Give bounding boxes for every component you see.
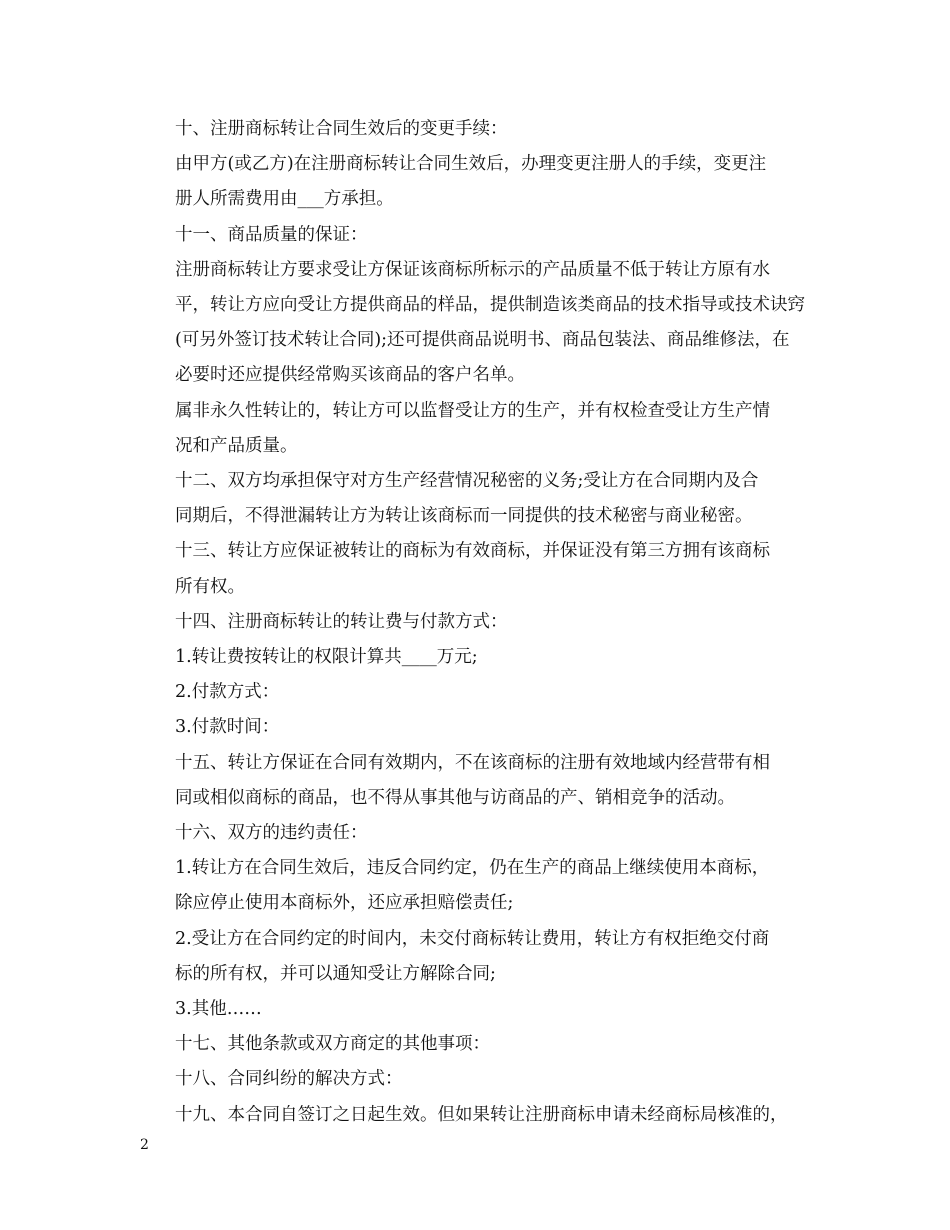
- paragraph-section-10-content: [140, 147, 816, 217]
- text-line: 1.转让费按转让的权限计算共____万元;: [175, 647, 478, 668]
- text-line: 十八、合同纠纷的解决方式：: [175, 1069, 403, 1090]
- paragraph-section-14-title: [140, 605, 816, 640]
- paragraph-section-14-item-1: [140, 640, 816, 675]
- text-line: 由甲方(或乙方)在注册商标转让合同生效后，办理变更注册人的手续，变更注: [175, 154, 767, 175]
- paragraph-section-16-item-1: [140, 851, 816, 921]
- text-line: 3.其他……: [175, 999, 262, 1020]
- paragraph-section-15: [140, 746, 816, 816]
- text-line: 2.受让方在合同约定的时间内，未交付商标转让费用，转让方有权拒绝交付商: [175, 928, 770, 949]
- text-line: 必要时还应提供经常购买该商品的客户名单。: [175, 365, 525, 386]
- text-line: 同期后，不得泄漏转让方为转让该商标而一同提供的技术秘密与商业秘密。: [175, 506, 753, 527]
- text-line: 十一、商品质量的保证：: [175, 224, 368, 245]
- text-line: 况和产品质量。: [175, 435, 298, 456]
- paragraph-section-16-title: [140, 816, 816, 851]
- text-line: 所有权。: [175, 576, 245, 597]
- text-line: 除应停止使用本商标外，还应承担赔偿责任;: [175, 893, 514, 914]
- text-line: (可另外签订技术转让合同);还可提供商品说明书、商品包装法、商品维修法，在: [175, 330, 790, 351]
- text-line: 十二、双方均承担保守对方生产经营情况秘密的义务;受让方在合同期内及合: [175, 471, 759, 492]
- text-line: 3.付款时间：: [175, 717, 280, 738]
- text-line: 平，转让方应向受让方提供商品的样品，提供制造该类商品的技术指导或技术诀窍: [175, 295, 805, 316]
- text-line: 十五、转让方保证在合同有效期内，不在该商标的注册有效地域内经营带有相: [175, 752, 770, 773]
- text-line: 注册商标转让方要求受让方保证该商标所标示的产品质量不低于转让方原有水: [175, 259, 770, 280]
- text-line: 十七、其他条款或双方商定的其他事项：: [175, 1034, 490, 1055]
- text-line: 1.转让方在合同生效后，违反合同约定，仍在生产的商品上继续使用本商标，: [175, 858, 770, 879]
- text-line: 同或相似商标的商品，也不得从事其他与访商品的产、销相竞争的活动。: [175, 787, 735, 808]
- paragraph-section-14-item-3: [140, 710, 816, 745]
- text-line: 2.付款方式：: [175, 682, 280, 703]
- document-body: [140, 112, 816, 1133]
- page-number: 2: [140, 1137, 149, 1153]
- text-line: 十四、注册商标转让的转让费与付款方式：: [175, 611, 508, 632]
- text-line: 十、注册商标转让合同生效后的变更手续：: [175, 119, 508, 139]
- paragraph-section-16-item-3: [140, 992, 816, 1027]
- text-line: 十六、双方的违约责任：: [175, 823, 368, 844]
- paragraph-section-16-item-2: [140, 922, 816, 992]
- text-line: 册人所需费用由___方承担。: [175, 189, 394, 210]
- paragraph-section-12: [140, 464, 816, 534]
- paragraph-section-14-item-2: [140, 675, 816, 710]
- paragraph-section-13: [140, 534, 816, 604]
- text-line: 标的所有权，并可以通知受让方解除合同;: [175, 963, 496, 984]
- text-line: 十三、转让方应保证被转让的商标为有效商标，并保证没有第三方拥有该商标: [175, 541, 770, 562]
- paragraph-section-17: [140, 1027, 816, 1062]
- paragraph-section-18: [140, 1062, 816, 1097]
- paragraph-section-11-content: [140, 253, 816, 394]
- paragraph-section-19: [140, 1098, 816, 1133]
- paragraph-section-11-title: [140, 218, 816, 253]
- paragraph-section-11-supervision: [140, 394, 816, 464]
- paragraph-section-10-title: [140, 112, 816, 147]
- text-line: 属非永久性转让的，转让方可以监督受让方的生产，并有权检查受让方生产情: [175, 400, 770, 421]
- text-line: 十九、本合同自签订之日起生效。但如果转让注册商标申请未经商标局核准的，: [175, 1104, 788, 1125]
